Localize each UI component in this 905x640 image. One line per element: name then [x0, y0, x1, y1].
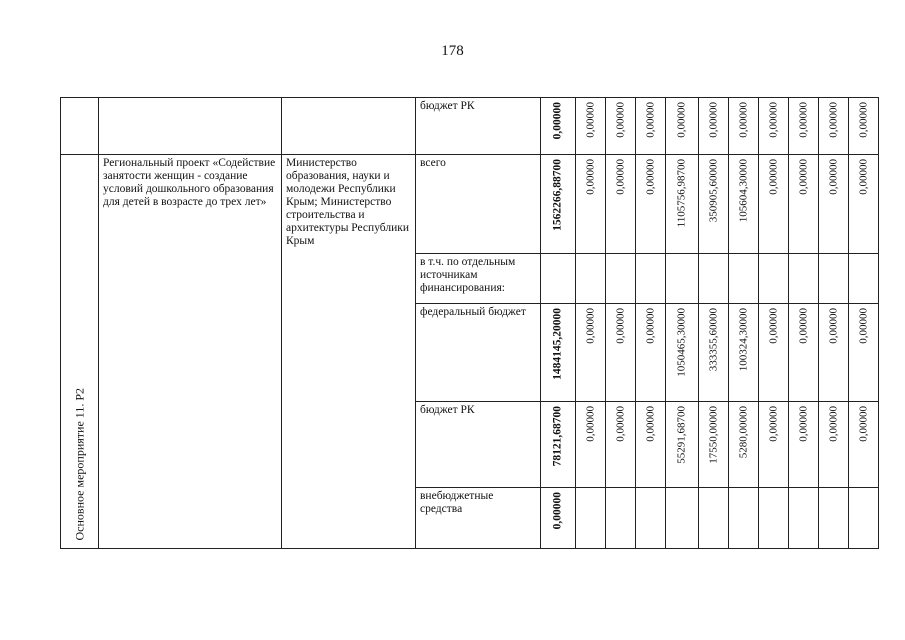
value-cell: 0,00000 — [759, 402, 789, 488]
value-cell: 105604,30000 — [729, 155, 759, 254]
value-cell: 0,00000 — [576, 402, 606, 488]
value-cell: 0,00000 — [576, 98, 606, 155]
funding-source: федеральный бюджет — [416, 304, 541, 402]
value-cell: 0,00000 — [606, 155, 636, 254]
value-cell — [729, 488, 759, 549]
value-cell: 333355,60000 — [699, 304, 729, 402]
value-cell: 0,00000 — [789, 98, 819, 155]
table-row — [61, 98, 879, 155]
value-cell: 55291,68700 — [666, 402, 699, 488]
value-cell: 100324,30000 — [729, 304, 759, 402]
value-cell: 0,00000 — [576, 155, 606, 254]
budget-table — [60, 97, 879, 549]
activity-name: Региональный проект «Содействие занятости женщин - создание условий дошкольного образования для детей в возрасте до трех лет» — [99, 155, 282, 549]
value-cell — [789, 488, 819, 549]
value-cell: 0,00000 — [849, 155, 879, 254]
value-cell: 0,00000 — [606, 98, 636, 155]
activity-code: Основное мероприятие 11. Р2 — [72, 387, 86, 540]
value-cell — [849, 488, 879, 549]
value-cell: 0,00000 — [606, 304, 636, 402]
value-cell — [819, 254, 849, 304]
value-cell: 0,00000 — [666, 98, 699, 155]
value-cell: 0,00000 — [759, 304, 789, 402]
value-cell — [576, 254, 606, 304]
value-cell: 0,00000 — [759, 98, 789, 155]
value-cell: 0,00000 — [759, 155, 789, 254]
activity-executor: Министерство образования, науки и молодежи Республики Крым; Министерство строительства и архитектуры Республики Крым — [282, 155, 416, 549]
value-cell: 0,00000 — [849, 98, 879, 155]
value-cell — [819, 488, 849, 549]
value-cell — [666, 488, 699, 549]
total-cell: 0,00000 — [541, 98, 576, 155]
value-cell: 0,00000 — [849, 304, 879, 402]
value-cell: 0,00000 — [789, 304, 819, 402]
total-cell: 0,00000 — [541, 488, 576, 549]
activity-code-cell — [61, 155, 99, 549]
table-row — [61, 155, 879, 254]
value-cell — [759, 488, 789, 549]
value-cell: 0,00000 — [819, 98, 849, 155]
value-cell: 0,00000 — [636, 155, 666, 254]
value-cell: 0,00000 — [636, 402, 666, 488]
value-cell — [606, 254, 636, 304]
value-cell — [789, 254, 819, 304]
funding-source: бюджет РК — [416, 98, 541, 155]
value-cell: 0,00000 — [606, 402, 636, 488]
value-cell — [849, 254, 879, 304]
value-cell — [576, 488, 606, 549]
value-cell — [636, 254, 666, 304]
value-cell: 0,00000 — [636, 304, 666, 402]
value-cell: 5280,00000 — [729, 402, 759, 488]
value-cell — [759, 254, 789, 304]
value-cell: 1050465,30000 — [666, 304, 699, 402]
value-cell — [636, 488, 666, 549]
value-cell: 17550,00000 — [699, 402, 729, 488]
value-cell: 0,00000 — [849, 402, 879, 488]
page-number: 178 — [441, 43, 464, 59]
value-cell: 0,00000 — [789, 402, 819, 488]
value-cell: 0,00000 — [576, 304, 606, 402]
total-cell — [541, 254, 576, 304]
value-cell: 350905,60000 — [699, 155, 729, 254]
value-cell — [729, 254, 759, 304]
value-cell: 0,00000 — [729, 98, 759, 155]
funding-source: бюджет РК — [416, 402, 541, 488]
funding-source: всего — [416, 155, 541, 254]
total-cell: 1484145,20000 — [541, 304, 576, 402]
value-cell: 0,00000 — [819, 402, 849, 488]
value-cell: 1105756,98700 — [666, 155, 699, 254]
empty-cell — [61, 98, 99, 155]
empty-cell — [99, 98, 282, 155]
total-cell: 1562266,88700 — [541, 155, 576, 254]
value-cell: 0,00000 — [819, 304, 849, 402]
empty-cell — [282, 98, 416, 155]
value-cell: 0,00000 — [699, 98, 729, 155]
value-cell: 0,00000 — [819, 155, 849, 254]
value-cell — [699, 488, 729, 549]
funding-source: в т.ч. по отдельным источникам финансирования: — [416, 254, 541, 304]
value-cell: 0,00000 — [636, 98, 666, 155]
value-cell — [606, 488, 636, 549]
value-cell: 0,00000 — [789, 155, 819, 254]
total-cell: 78121,68700 — [541, 402, 576, 488]
value-cell — [666, 254, 699, 304]
funding-source: внебюджетные средства — [416, 488, 541, 549]
value-cell — [699, 254, 729, 304]
